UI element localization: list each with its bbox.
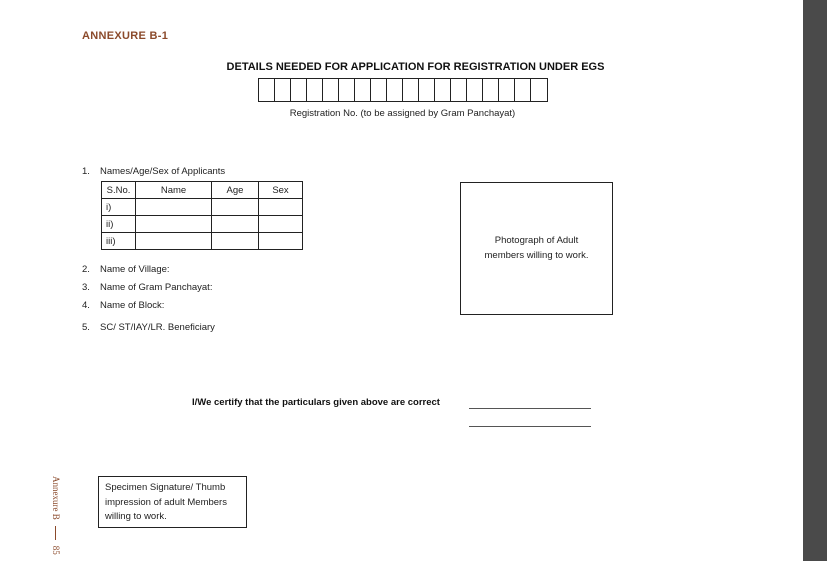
item-number: 4. bbox=[82, 300, 90, 311]
registration-digit-box bbox=[467, 79, 483, 101]
registration-digit-box bbox=[259, 79, 275, 101]
item-number: 2. bbox=[82, 264, 90, 275]
item-label: Names/Age/Sex of Applicants bbox=[100, 166, 226, 177]
column-header-name: Name bbox=[136, 182, 212, 199]
item-label: Name of Village: bbox=[100, 264, 170, 275]
registration-digit-box bbox=[483, 79, 499, 101]
item-number: 3. bbox=[82, 282, 90, 293]
registration-digit-box bbox=[403, 79, 419, 101]
registration-digit-box bbox=[323, 79, 339, 101]
applicants-table bbox=[101, 181, 303, 250]
item-label: Name of Block: bbox=[100, 300, 165, 311]
item-applicants bbox=[82, 166, 225, 177]
item-label: SC/ ST/IAY/LR. Beneficiary bbox=[100, 322, 215, 333]
annexure-title: ANNEXURE B-1 bbox=[82, 30, 169, 42]
side-page-label-text bbox=[51, 476, 61, 555]
registration-digit-box bbox=[307, 79, 323, 101]
photograph-label: Photograph of Adult members willing to work. bbox=[484, 235, 589, 261]
age-cell bbox=[212, 216, 259, 233]
item-gram-panchayat bbox=[82, 282, 212, 293]
row-serial: ii) bbox=[102, 216, 136, 233]
registration-digit-box bbox=[435, 79, 451, 101]
viewer-scrollbar-gutter[interactable] bbox=[803, 0, 827, 561]
registration-caption: Registration No. (to be assigned by Gram Panchayat) bbox=[289, 108, 516, 119]
table-row bbox=[102, 233, 303, 250]
signature-line bbox=[469, 408, 591, 409]
registration-digit-box bbox=[419, 79, 435, 101]
item-label: Name of Gram Panchayat: bbox=[100, 282, 213, 293]
column-header-age: Age bbox=[212, 182, 259, 199]
sex-cell bbox=[259, 199, 303, 216]
table-row bbox=[102, 199, 303, 216]
registration-digit-box bbox=[291, 79, 307, 101]
registration-digit-box bbox=[515, 79, 531, 101]
registration-digit-box bbox=[275, 79, 291, 101]
registration-digit-box bbox=[451, 79, 467, 101]
row-serial: iii) bbox=[102, 233, 136, 250]
signature-line bbox=[469, 426, 591, 427]
name-cell bbox=[136, 216, 212, 233]
registration-number-boxes bbox=[258, 78, 548, 102]
row-serial: i) bbox=[102, 199, 136, 216]
name-cell bbox=[136, 199, 212, 216]
item-village bbox=[82, 264, 170, 275]
sex-cell bbox=[259, 233, 303, 250]
registration-digit-box bbox=[371, 79, 387, 101]
side-page-label bbox=[46, 476, 76, 556]
page-title: DETAILS NEEDED FOR APPLICATION FOR REGISTRATION UNDER EGS bbox=[226, 61, 605, 73]
item-number: 5. bbox=[82, 322, 90, 333]
table-row bbox=[102, 216, 303, 233]
registration-digit-box bbox=[387, 79, 403, 101]
sex-cell bbox=[259, 216, 303, 233]
photograph-box bbox=[460, 182, 613, 315]
side-separator bbox=[56, 526, 57, 540]
item-number: 1. bbox=[82, 166, 90, 177]
column-header-sno: S.No. bbox=[102, 182, 136, 199]
age-cell bbox=[212, 199, 259, 216]
registration-digit-box bbox=[339, 79, 355, 101]
item-block bbox=[82, 300, 164, 311]
certification-statement: I/We certify that the particulars given above are correct bbox=[192, 397, 440, 408]
registration-digit-box bbox=[355, 79, 371, 101]
table-header-row bbox=[102, 182, 303, 199]
column-header-sex: Sex bbox=[259, 182, 303, 199]
item-beneficiary bbox=[82, 322, 215, 333]
age-cell bbox=[212, 233, 259, 250]
specimen-signature-box: Specimen Signature/ Thumb impression of adult Members willing to work. bbox=[98, 476, 247, 528]
name-cell bbox=[136, 233, 212, 250]
registration-digit-box bbox=[499, 79, 515, 101]
registration-digit-box bbox=[531, 79, 547, 101]
page-number: 85 bbox=[51, 545, 61, 555]
annexure-side-title: Annexure B bbox=[51, 476, 61, 520]
